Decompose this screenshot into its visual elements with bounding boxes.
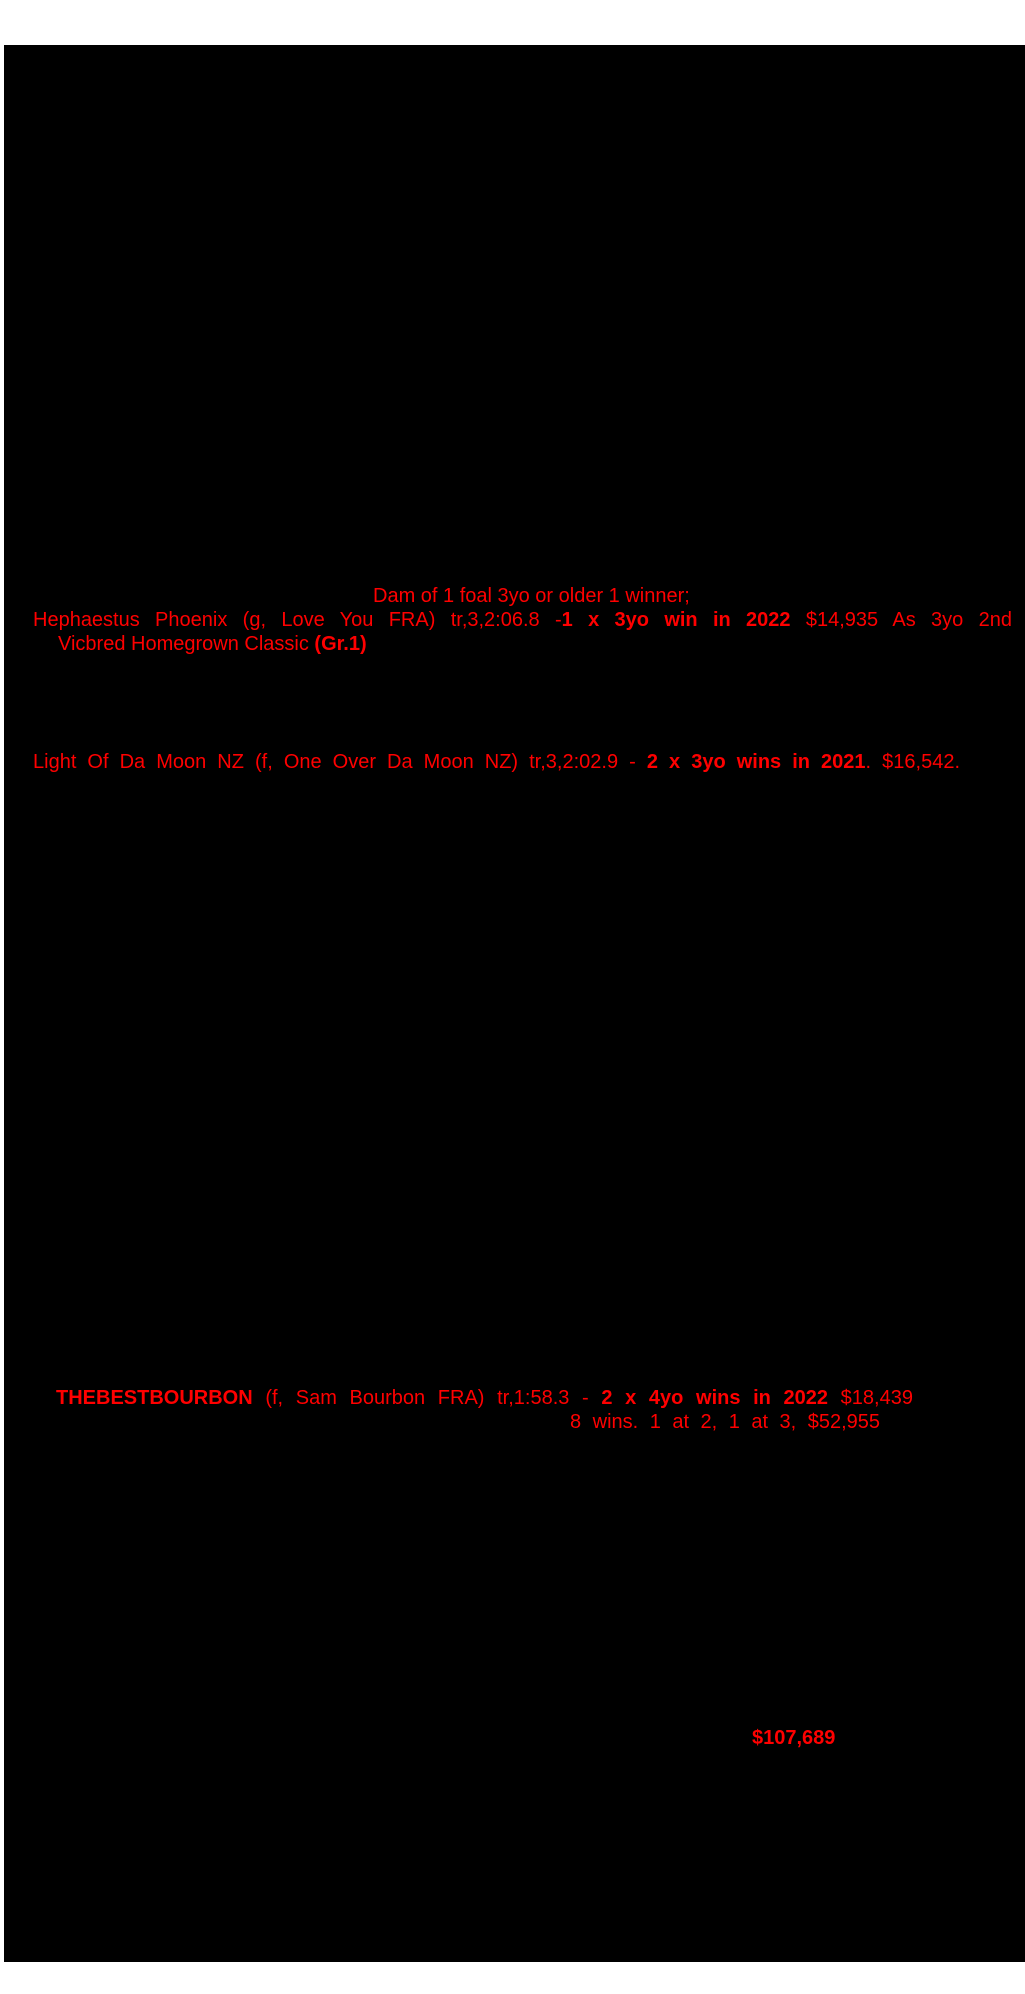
lightofdamoon-record-text: Light Of Da Moon NZ (f, One Over Da Moon NZ) tr,3,2:02.9 - [33, 751, 647, 773]
thebestbourbon-earnings-text: $18,439 [828, 1387, 913, 1409]
stakes-placing-vicbred-homegrown-classic [58, 632, 367, 656]
hephaestus-record-text: Hephaestus Phoenix (g, Love You FRA) tr,3,2:06.8 - [33, 609, 562, 631]
total-earnings [752, 1726, 835, 1750]
thebestbourbon-record-text: (f, Sam Bourbon FRA) tr,1:58.3 - [252, 1387, 602, 1409]
dam-produce-summary [373, 584, 690, 608]
race-record-text: 8 wins. 1 at 2, 1 at 3, $52,955 [570, 1411, 880, 1433]
lightofdamoon-wins-highlight: 2 x 3yo wins in 2021 [646, 751, 866, 773]
vicbred-race-name: Vicbred Homegrown Classic [58, 633, 315, 655]
hephaestus-wins-highlight: 1 x 3yo win in 2022 [561, 609, 791, 631]
total-earnings-amount: $107,689 [752, 1727, 836, 1749]
thebestbourbon-horse-name: THEBESTBOURBON [56, 1387, 253, 1409]
vicbred-group-grade: (Gr.1) [314, 633, 367, 655]
thebestbourbon-wins-highlight: 2 x 4yo wins in 2022 [601, 1387, 829, 1409]
progeny-line-light-of-da-moon [33, 750, 960, 774]
dark-page-canvas [4, 45, 1025, 1962]
progeny-line-thebestbourbon [56, 1386, 913, 1410]
race-record-summary [570, 1410, 880, 1434]
lightofdamoon-earnings-text: . $16,542. [865, 751, 961, 773]
hephaestus-earnings-text: $14,935 As 3yo 2nd [790, 609, 1012, 631]
progeny-line-hephaestus-phoenix [33, 608, 1012, 632]
dam-summary-text: Dam of 1 foal 3yo or older 1 winner; [373, 585, 690, 607]
